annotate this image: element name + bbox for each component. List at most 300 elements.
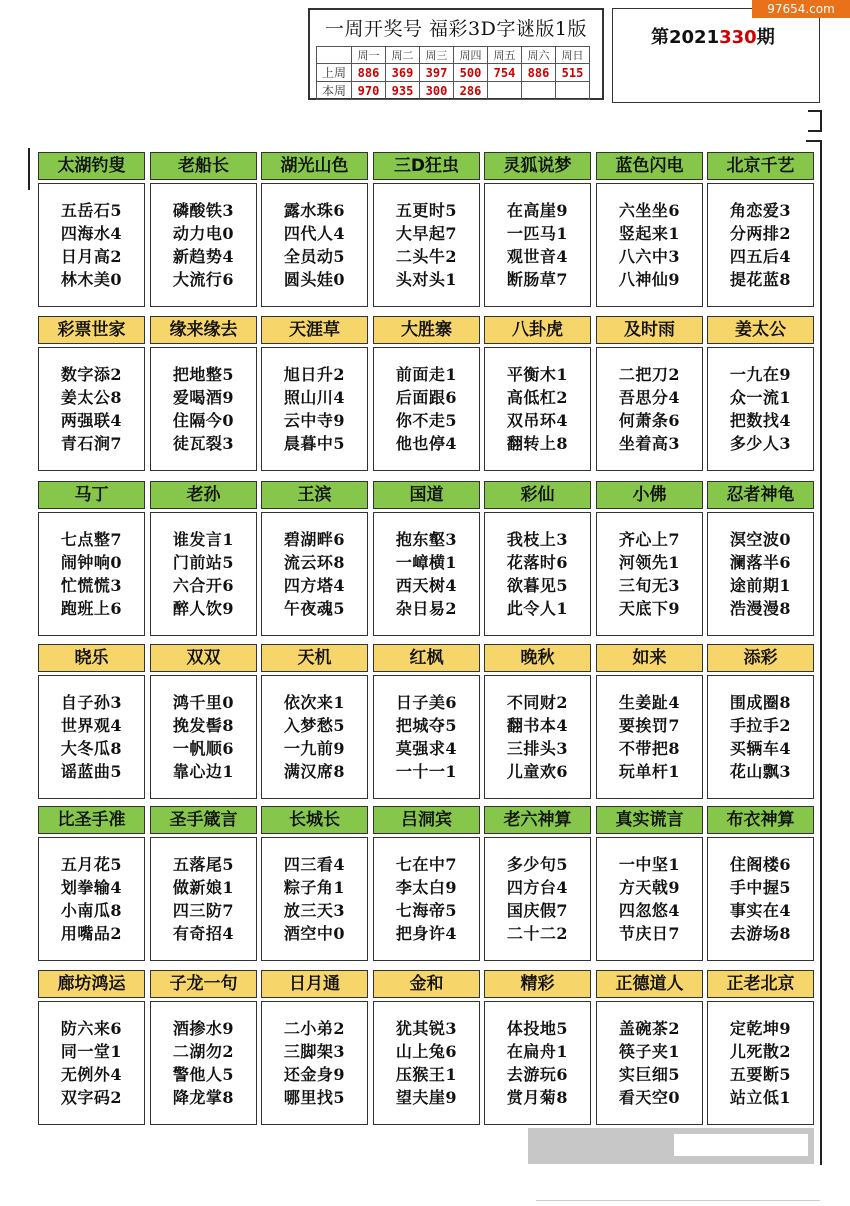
riddle-body	[373, 1001, 480, 1125]
day-header: 周五	[488, 47, 522, 64]
riddle-line: 新趋势4	[172, 247, 235, 266]
riddle-author: 廊坊鸿运	[38, 970, 145, 998]
riddle-line: 李太白9	[395, 878, 458, 897]
riddle-line: 高低杠2	[506, 388, 569, 407]
riddle-line: 粽子角1	[283, 878, 346, 897]
draw-number	[522, 82, 556, 100]
riddle-line: 林木美0	[60, 270, 123, 289]
riddle-body	[150, 512, 257, 636]
riddle-line: 多少句5	[506, 855, 569, 874]
riddle-line: 玩单杆1	[618, 762, 681, 781]
riddle-line: 流云环8	[283, 553, 346, 572]
riddle-body	[150, 1001, 257, 1125]
riddle-author: 彩仙	[484, 481, 591, 509]
riddle-line: 哪里找5	[283, 1088, 346, 1107]
riddle-body	[596, 512, 703, 636]
riddle-line: 一中坚1	[618, 855, 681, 874]
last-week-row	[317, 64, 590, 82]
issue-prefix: 第2021	[651, 27, 720, 48]
riddle-author: 精彩	[484, 970, 591, 998]
riddle-lines	[374, 348, 479, 455]
riddle-author: 天涯草	[261, 316, 368, 344]
riddle-line: 不带把8	[618, 739, 681, 758]
riddle-body	[484, 837, 591, 961]
riddle-line: 动力电0	[172, 224, 235, 243]
riddle-line: 靠心边1	[172, 762, 235, 781]
riddle-lines	[374, 184, 479, 291]
riddle-line: 全员动5	[283, 247, 346, 266]
riddle-line: 七点整7	[60, 530, 123, 549]
riddle-line: 有奇招4	[172, 924, 235, 943]
riddle-line: 大流行6	[172, 270, 235, 289]
riddle-line: 生姜趾4	[618, 693, 681, 712]
riddle-line: 住阁楼6	[729, 855, 792, 874]
riddle-lines	[374, 838, 479, 945]
riddle-lines	[262, 1002, 367, 1109]
riddle-line: 要挨罚7	[618, 716, 681, 735]
riddle-line: 望夫崖9	[395, 1088, 458, 1107]
riddle-author: 大胜寨	[373, 316, 480, 344]
riddle-line: 抱东壑3	[395, 530, 458, 549]
riddle-line: 断肠草7	[506, 270, 569, 289]
riddle-author: 正老北京	[707, 970, 814, 998]
riddle-line: 一匹马1	[506, 224, 569, 243]
riddle-body	[261, 512, 368, 636]
riddle-line: 数字添2	[60, 365, 123, 384]
riddle-line: 我枝上3	[506, 530, 569, 549]
riddle-lines	[597, 348, 702, 455]
riddle-lines	[39, 676, 144, 783]
riddle-line: 住隔今0	[172, 411, 235, 430]
riddle-body	[707, 512, 814, 636]
riddle-lines	[485, 1002, 590, 1109]
riddle-body	[373, 347, 480, 471]
riddle-lines	[485, 676, 590, 783]
riddle-line: 做新娘1	[172, 878, 235, 897]
riddle-line: 把数找4	[729, 411, 792, 430]
riddle-author: 日月通	[261, 970, 368, 998]
riddle-body	[707, 837, 814, 961]
riddle-line: 六合开6	[172, 576, 235, 595]
riddle-line: 角恋爱3	[729, 201, 792, 220]
riddle-line: 日月高2	[60, 247, 123, 266]
riddle-lines	[262, 838, 367, 945]
riddle-line: 谁发言1	[172, 530, 235, 549]
riddle-lines	[39, 184, 144, 291]
riddle-line: 提花蓝8	[729, 270, 792, 289]
riddle-line: 酒掺水9	[172, 1019, 235, 1038]
riddle-line: 后面跟6	[395, 388, 458, 407]
riddle-line: 定乾坤9	[729, 1019, 792, 1038]
riddle-line: 竖起来1	[618, 224, 681, 243]
riddle-line: 徒瓦裂3	[172, 434, 235, 453]
riddle-line: 儿童欢6	[506, 762, 569, 781]
riddle-line: 山上兔6	[395, 1042, 458, 1061]
riddle-line: 跑班上6	[60, 599, 123, 618]
riddle-author: 北京千艺	[707, 152, 814, 180]
riddle-line: 一十一1	[395, 762, 458, 781]
riddle-lines	[485, 838, 590, 945]
day-header: 周一	[352, 47, 386, 64]
riddle-line: 降龙掌8	[172, 1088, 235, 1107]
riddle-line: 三脚架3	[283, 1042, 346, 1061]
riddle-line: 二把刀2	[618, 365, 681, 384]
riddle-line: 筷子夹1	[618, 1042, 681, 1061]
riddle-author: 王滨	[261, 481, 368, 509]
weekly-results-box	[308, 8, 604, 100]
riddle-line: 儿死散2	[729, 1042, 792, 1061]
riddle-author: 太湖钓叟	[38, 152, 145, 180]
last-week-label: 上周	[317, 64, 352, 82]
riddle-line: 六坐坐6	[618, 201, 681, 220]
issue-box	[612, 8, 820, 103]
riddle-body	[38, 347, 145, 471]
riddle-author: 灵狐说梦	[484, 152, 591, 180]
riddle-line: 四三看4	[283, 855, 346, 874]
riddle-line: 旭日升2	[283, 365, 346, 384]
riddle-line: 前面走1	[395, 365, 458, 384]
riddle-body	[707, 1001, 814, 1125]
riddle-author: 老船长	[150, 152, 257, 180]
riddle-line: 大冬瓜8	[60, 739, 123, 758]
riddle-author: 马丁	[38, 481, 145, 509]
riddle-line: 青石涧7	[60, 434, 123, 453]
riddle-line: 二湖勿2	[172, 1042, 235, 1061]
draw-number: 886	[352, 64, 386, 82]
riddle-line: 五岳石5	[60, 201, 123, 220]
riddle-line: 姜太公8	[60, 388, 123, 407]
riddle-body	[38, 675, 145, 799]
riddle-line: 齐心上7	[618, 530, 681, 549]
riddle-body	[596, 1001, 703, 1125]
riddle-line: 花落时6	[506, 553, 569, 572]
riddle-line: 小南瓜8	[60, 901, 123, 920]
riddle-line: 澜落半6	[729, 553, 792, 572]
riddle-line: 莫强求4	[395, 739, 458, 758]
riddle-body	[261, 347, 368, 471]
riddle-body	[261, 183, 368, 307]
days-row	[317, 47, 590, 64]
riddle-line: 无例外4	[60, 1065, 123, 1084]
riddle-line: 不同财2	[506, 693, 569, 712]
riddle-line: 挽发髻8	[172, 716, 235, 735]
riddle-author: 添彩	[707, 644, 814, 672]
riddle-author: 三D狂虫	[373, 152, 480, 180]
riddle-line: 节庆日7	[618, 924, 681, 943]
riddle-lines	[39, 838, 144, 945]
riddle-body	[373, 675, 480, 799]
riddle-author: 及时雨	[596, 316, 703, 344]
riddle-line: 云中寺9	[283, 411, 346, 430]
riddle-line: 浩漫漫8	[729, 599, 792, 618]
riddle-line: 国庆假7	[506, 901, 569, 920]
riddle-body	[261, 837, 368, 961]
riddle-body	[38, 837, 145, 961]
riddle-author: 姜太公	[707, 316, 814, 344]
riddle-line: 五月花5	[60, 855, 123, 874]
riddle-lines	[597, 676, 702, 783]
riddle-lines	[374, 676, 479, 783]
riddle-line: 围成圈8	[729, 693, 792, 712]
riddle-line: 坐着高3	[618, 434, 681, 453]
riddle-line: 碧湖畔6	[283, 530, 346, 549]
riddle-line: 爱喝酒9	[172, 388, 235, 407]
riddle-line: 八六中3	[618, 247, 681, 266]
day-header: 周日	[556, 47, 590, 64]
riddle-line: 吾思分4	[618, 388, 681, 407]
riddle-line: 门前站5	[172, 553, 235, 572]
riddle-author: 小佛	[596, 481, 703, 509]
riddle-line: 一九前9	[283, 739, 346, 758]
riddle-author: 双双	[150, 644, 257, 672]
riddle-line: 七在中7	[395, 855, 458, 874]
riddle-body	[261, 675, 368, 799]
riddle-author: 蓝色闪电	[596, 152, 703, 180]
riddle-line: 五更时5	[395, 201, 458, 220]
riddle-body	[373, 183, 480, 307]
riddle-line: 午夜魂5	[283, 599, 346, 618]
riddle-author: 正德道人	[596, 970, 703, 998]
riddle-line: 在扁舟1	[506, 1042, 569, 1061]
riddle-body	[707, 347, 814, 471]
draw-number: 886	[522, 64, 556, 82]
riddle-line: 日子美6	[395, 693, 458, 712]
riddle-lines	[151, 1002, 256, 1109]
riddle-line: 大早起7	[395, 224, 458, 243]
riddle-line: 满汉席8	[283, 762, 346, 781]
draw-number: 515	[556, 64, 590, 82]
riddle-line: 河领先1	[618, 553, 681, 572]
riddle-body	[484, 512, 591, 636]
riddle-line: 圆头娃0	[283, 270, 346, 289]
riddle-line: 三排头3	[506, 739, 569, 758]
riddle-body	[707, 675, 814, 799]
day-header: 周六	[522, 47, 556, 64]
draw-number	[488, 82, 522, 100]
this-week-label: 本周	[317, 82, 352, 100]
riddle-body	[150, 347, 257, 471]
footer-rule	[536, 1200, 820, 1201]
this-week-row	[317, 82, 590, 100]
riddle-body	[596, 675, 703, 799]
riddle-body	[38, 1001, 145, 1125]
riddle-lines	[39, 348, 144, 455]
draw-number: 397	[420, 64, 454, 82]
riddle-body	[150, 183, 257, 307]
riddle-line: 天底下9	[618, 599, 681, 618]
riddle-lines	[708, 838, 813, 945]
riddle-lines	[262, 348, 367, 455]
riddle-line: 翻书本4	[506, 716, 569, 735]
riddle-body	[596, 183, 703, 307]
riddle-author: 晚秋	[484, 644, 591, 672]
riddle-lines	[485, 513, 590, 620]
riddle-body	[261, 1001, 368, 1125]
riddle-lines	[708, 1002, 813, 1109]
riddle-line: 四忽悠4	[618, 901, 681, 920]
riddle-author: 天机	[261, 644, 368, 672]
riddle-line: 去游场8	[729, 924, 792, 943]
riddle-author: 吕洞宾	[373, 806, 480, 834]
riddle-line: 二十二2	[506, 924, 569, 943]
riddle-line: 西天树4	[395, 576, 458, 595]
riddle-line: 鸿千里0	[172, 693, 235, 712]
riddle-author: 如来	[596, 644, 703, 672]
riddle-lines	[151, 676, 256, 783]
riddle-line: 手中握5	[729, 878, 792, 897]
riddle-line: 自子孙3	[60, 693, 123, 712]
riddle-line: 此令人1	[506, 599, 569, 618]
riddle-line: 四代人4	[283, 224, 346, 243]
riddle-line: 四方塔4	[283, 576, 346, 595]
riddle-author: 金和	[373, 970, 480, 998]
riddle-body	[484, 675, 591, 799]
riddle-line: 三旬无3	[618, 576, 681, 595]
riddle-line: 他也停4	[395, 434, 458, 453]
riddle-line: 站立低1	[729, 1088, 792, 1107]
riddle-line: 二小弟2	[283, 1019, 346, 1038]
riddle-body	[596, 837, 703, 961]
riddle-line: 两强联4	[60, 411, 123, 430]
riddle-line: 用嘴品2	[60, 924, 123, 943]
day-header: 周四	[454, 47, 488, 64]
riddle-line: 入梦愁5	[283, 716, 346, 735]
riddle-line: 照山川4	[283, 388, 346, 407]
riddle-line: 双吊环4	[506, 411, 569, 430]
riddle-author: 比圣手准	[38, 806, 145, 834]
site-watermark[interactable]: 97654.com	[752, 0, 850, 18]
draw-number: 970	[352, 82, 386, 100]
riddle-lines	[708, 676, 813, 783]
riddle-line: 多少人3	[729, 434, 792, 453]
bottom-bar-blank	[674, 1134, 808, 1156]
riddle-line: 划拳输4	[60, 878, 123, 897]
riddle-line: 你不走5	[395, 411, 458, 430]
draw-number: 369	[386, 64, 420, 82]
riddle-line: 何萧条6	[618, 411, 681, 430]
riddle-line: 平衡木1	[506, 365, 569, 384]
riddle-author: 彩票世家	[38, 316, 145, 344]
day-header: 周三	[420, 47, 454, 64]
riddle-line: 忙慌慌3	[60, 576, 123, 595]
riddle-line: 把身许4	[395, 924, 458, 943]
riddle-lines	[597, 513, 702, 620]
riddle-line: 防六来6	[60, 1019, 123, 1038]
riddle-line: 五落尾5	[172, 855, 235, 874]
riddle-line: 去游玩6	[506, 1065, 569, 1084]
riddle-line: 把地整5	[172, 365, 235, 384]
riddle-line: 依次来1	[283, 693, 346, 712]
riddle-lines	[597, 838, 702, 945]
riddle-author: 长城长	[261, 806, 368, 834]
riddle-author: 真实谎言	[596, 806, 703, 834]
riddle-author: 八卦虎	[484, 316, 591, 344]
riddle-body	[484, 347, 591, 471]
riddle-lines	[151, 838, 256, 945]
riddle-lines	[39, 1002, 144, 1109]
riddle-line: 同一堂1	[60, 1042, 123, 1061]
riddle-body	[150, 837, 257, 961]
draw-number: 754	[488, 64, 522, 82]
riddle-body	[484, 1001, 591, 1125]
riddle-lines	[151, 513, 256, 620]
riddle-line: 闹钟响0	[60, 553, 123, 572]
riddle-line: 观世音4	[506, 247, 569, 266]
riddle-body	[373, 837, 480, 961]
riddle-lines	[262, 513, 367, 620]
issue-suffix: 期	[756, 27, 775, 48]
riddle-line: 盖碗茶2	[618, 1019, 681, 1038]
header-title: 一周开奖号 福彩3D字谜版1版	[325, 18, 587, 40]
riddle-line: 把城夺5	[395, 716, 458, 735]
riddle-line: 分两排2	[729, 224, 792, 243]
riddle-line: 四五后4	[729, 247, 792, 266]
riddle-author: 圣手箴言	[150, 806, 257, 834]
riddle-line: 八神仙9	[618, 270, 681, 289]
draw-number: 935	[386, 82, 420, 100]
riddle-line: 途前期1	[729, 576, 792, 595]
riddle-body	[373, 512, 480, 636]
riddle-line: 醉人饮9	[172, 599, 235, 618]
riddle-line: 一嶂横1	[395, 553, 458, 572]
draw-number	[556, 82, 590, 100]
riddle-line: 欲暮见5	[506, 576, 569, 595]
riddle-author: 湖光山色	[261, 152, 368, 180]
riddle-line: 头对头1	[395, 270, 458, 289]
riddle-lines	[374, 1002, 479, 1109]
riddle-line: 谣蓝曲5	[60, 762, 123, 781]
riddle-author: 老六神算	[484, 806, 591, 834]
riddle-line: 四海水4	[60, 224, 123, 243]
riddle-author: 子龙一句	[150, 970, 257, 998]
riddle-lines	[597, 184, 702, 291]
riddle-body	[484, 183, 591, 307]
riddle-lines	[262, 184, 367, 291]
riddle-line: 在高崖9	[506, 201, 569, 220]
frame-line	[820, 140, 822, 1165]
riddle-line: 事实在4	[729, 901, 792, 920]
riddle-body	[596, 347, 703, 471]
riddle-line: 赏月菊8	[506, 1088, 569, 1107]
riddle-line: 一帆顺6	[172, 739, 235, 758]
riddle-line: 实巨细5	[618, 1065, 681, 1084]
riddle-line: 方天戟9	[618, 878, 681, 897]
riddle-lines	[151, 348, 256, 455]
riddle-line: 四三防7	[172, 901, 235, 920]
riddle-body	[150, 675, 257, 799]
draw-number: 500	[454, 64, 488, 82]
riddle-author: 红枫	[373, 644, 480, 672]
riddle-line: 警他人5	[172, 1065, 235, 1084]
riddle-line: 二头牛2	[395, 247, 458, 266]
riddle-lines	[151, 184, 256, 291]
riddle-line: 溟空波0	[729, 530, 792, 549]
issue-number	[651, 23, 775, 49]
riddle-line: 还金身9	[283, 1065, 346, 1084]
riddle-lines	[374, 513, 479, 620]
draw-number: 300	[420, 82, 454, 100]
riddle-line: 双字码2	[60, 1088, 123, 1107]
riddle-line: 买辆车4	[729, 739, 792, 758]
riddle-lines	[485, 184, 590, 291]
riddle-body	[38, 183, 145, 307]
riddle-line: 看天空0	[618, 1088, 681, 1107]
riddle-author: 国道	[373, 481, 480, 509]
riddle-lines	[485, 348, 590, 455]
weekly-results-table	[316, 46, 590, 100]
riddle-line: 一九在9	[729, 365, 792, 384]
riddle-line: 手拉手2	[729, 716, 792, 735]
